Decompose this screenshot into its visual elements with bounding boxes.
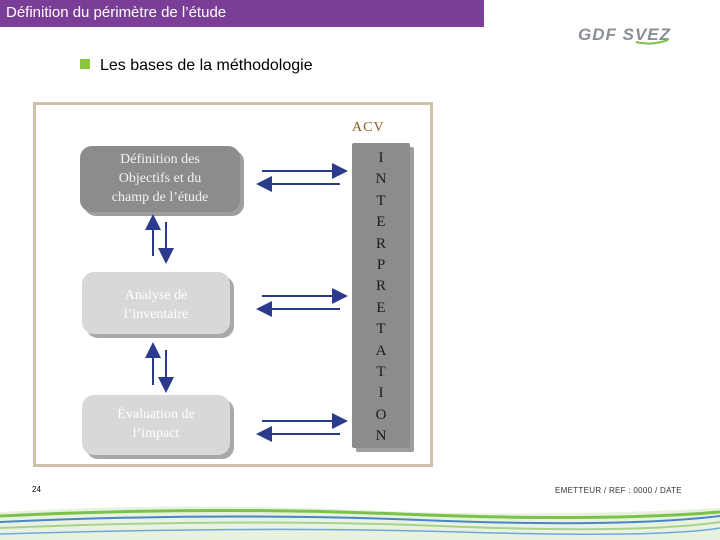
interpretation-letter: P bbox=[376, 256, 386, 273]
stage-line: l’impact bbox=[132, 426, 180, 441]
section-heading-text: Les bases de la méthodologie bbox=[100, 57, 313, 74]
logo-text: GDF SVEZ bbox=[578, 25, 672, 44]
page-title: Définition du périmètre de l’étude bbox=[6, 4, 227, 21]
interpretation-letter: E bbox=[376, 214, 386, 231]
acv-label: ACV bbox=[352, 120, 385, 135]
stage-line: champ de l’étude bbox=[111, 190, 209, 205]
page-number: 24 bbox=[32, 485, 41, 494]
footer-reference: EMETTEUR / REF : 0000 / DATE bbox=[555, 486, 682, 495]
stage-line: l’inventaire bbox=[123, 307, 189, 322]
footer-wave bbox=[0, 498, 720, 540]
interpretation-letter: R bbox=[375, 235, 386, 252]
stage-line: Objectifs et du bbox=[118, 171, 202, 186]
interpretation-letter: T bbox=[376, 321, 386, 338]
interpretation-letter: A bbox=[375, 342, 387, 359]
interpretation-letter: I bbox=[378, 385, 384, 402]
stage-line: Évaluation de bbox=[117, 407, 195, 422]
interpretation-letter: I bbox=[378, 150, 384, 166]
interpretation-letter: T bbox=[376, 363, 386, 380]
interpretation-letter: T bbox=[376, 192, 386, 209]
interpretation-letter: N bbox=[375, 171, 387, 188]
stage-line: Analyse de bbox=[124, 288, 188, 303]
interpretation-letter: O bbox=[375, 406, 387, 423]
interpretation-letter: R bbox=[375, 278, 386, 295]
interpretation-letter: E bbox=[376, 299, 386, 316]
stage-line: Définition des bbox=[120, 152, 200, 167]
interpretation-letter: N bbox=[375, 428, 387, 445]
